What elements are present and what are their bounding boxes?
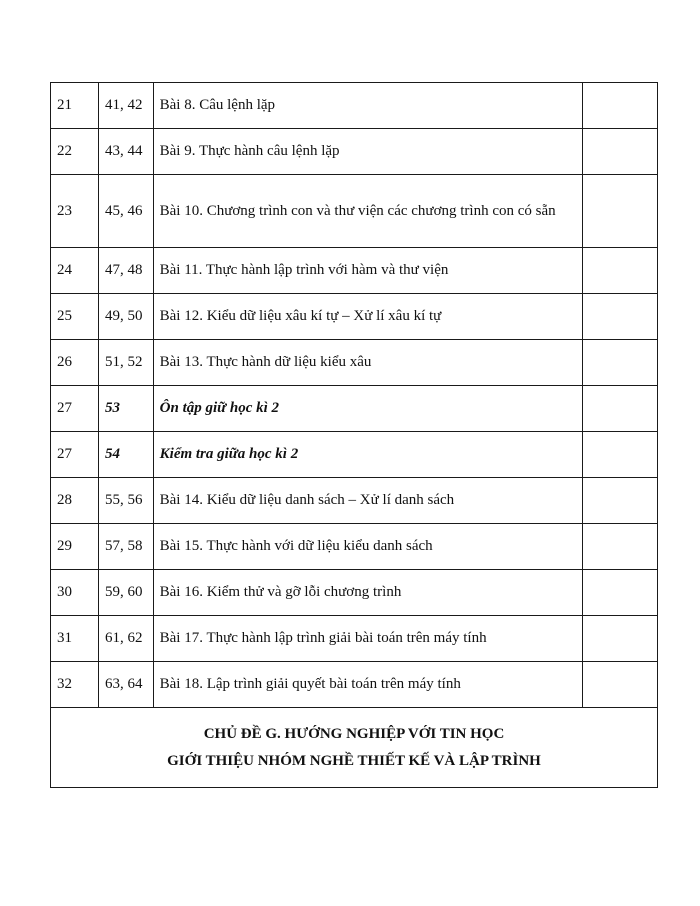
note-cell xyxy=(583,129,658,175)
lesson-title-cell: Ôn tập giữ học kì 2 xyxy=(153,386,583,432)
week-cell: 27 xyxy=(51,432,99,478)
week-cell: 28 xyxy=(51,478,99,524)
week-cell: 30 xyxy=(51,570,99,616)
week-cell: 24 xyxy=(51,248,99,294)
table-row xyxy=(51,340,658,386)
lesson-title-cell: Kiểm tra giữa học kì 2 xyxy=(153,432,583,478)
lesson-title-cell: Bài 17. Thực hành lập trình giải bài toán trên máy tính xyxy=(153,616,583,662)
lesson-plan-table xyxy=(50,82,658,788)
table-row xyxy=(51,294,658,340)
lesson-title-cell: Bài 12. Kiểu dữ liệu xâu kí tự – Xử lí xâu kí tự xyxy=(153,294,583,340)
lesson-title-cell: Bài 9. Thực hành câu lệnh lặp xyxy=(153,129,583,175)
note-cell xyxy=(583,340,658,386)
periods-cell: 43, 44 xyxy=(98,129,153,175)
note-cell xyxy=(583,478,658,524)
table-row xyxy=(51,175,658,248)
lesson-title-cell: Bài 16. Kiểm thử và gỡ lỗi chương trình xyxy=(153,570,583,616)
lesson-title-cell: Bài 10. Chương trình con và thư viện các chương trình con có sẵn xyxy=(153,175,583,248)
periods-cell: 61, 62 xyxy=(98,616,153,662)
periods-cell: 47, 48 xyxy=(98,248,153,294)
periods-cell: 55, 56 xyxy=(98,478,153,524)
periods-cell: 57, 58 xyxy=(98,524,153,570)
table-row xyxy=(51,662,658,708)
note-cell xyxy=(583,432,658,478)
lesson-title-cell: Bài 18. Lập trình giải quyết bài toán trên máy tính xyxy=(153,662,583,708)
periods-cell: 53 xyxy=(98,386,153,432)
topic-subtitle: GIỚI THIỆU NHÓM NGHỀ THIẾT KẾ VÀ LẬP TRÌNH xyxy=(167,752,541,769)
week-cell: 26 xyxy=(51,340,99,386)
topic-heading-cell xyxy=(51,708,658,788)
lesson-title-cell: Bài 11. Thực hành lập trình với hàm và thư viện xyxy=(153,248,583,294)
table-row xyxy=(51,524,658,570)
week-cell: 23 xyxy=(51,175,99,248)
lesson-title-cell: Bài 13. Thực hành dữ liệu kiểu xâu xyxy=(153,340,583,386)
note-cell xyxy=(583,570,658,616)
periods-cell: 51, 52 xyxy=(98,340,153,386)
note-cell xyxy=(583,616,658,662)
week-cell: 21 xyxy=(51,83,99,129)
note-cell xyxy=(583,662,658,708)
topic-title: CHỦ ĐỀ G. HƯỚNG NGHIỆP VỚI TIN HỌC xyxy=(203,725,505,742)
table-row xyxy=(51,248,658,294)
periods-cell: 45, 46 xyxy=(98,175,153,248)
note-cell xyxy=(583,294,658,340)
periods-cell: 54 xyxy=(98,432,153,478)
note-cell xyxy=(583,386,658,432)
week-cell: 22 xyxy=(51,129,99,175)
note-cell xyxy=(583,248,658,294)
periods-cell: 41, 42 xyxy=(98,83,153,129)
week-cell: 29 xyxy=(51,524,99,570)
note-cell xyxy=(583,83,658,129)
table-row xyxy=(51,386,658,432)
lesson-title-cell: Bài 14. Kiểu dữ liệu danh sách – Xử lí danh sách xyxy=(153,478,583,524)
table-row xyxy=(51,478,658,524)
table-row xyxy=(51,129,658,175)
periods-cell: 59, 60 xyxy=(98,570,153,616)
table-row xyxy=(51,570,658,616)
table-row xyxy=(51,83,658,129)
week-cell: 31 xyxy=(51,616,99,662)
week-cell: 32 xyxy=(51,662,99,708)
periods-cell: 63, 64 xyxy=(98,662,153,708)
topic-heading-row xyxy=(51,708,658,788)
note-cell xyxy=(583,175,658,248)
lesson-title-cell: Bài 15. Thực hành với dữ liệu kiểu danh sách xyxy=(153,524,583,570)
lesson-title-cell: Bài 8. Câu lệnh lặp xyxy=(153,83,583,129)
table-row xyxy=(51,616,658,662)
table-row xyxy=(51,432,658,478)
week-cell: 27 xyxy=(51,386,99,432)
note-cell xyxy=(583,524,658,570)
week-cell: 25 xyxy=(51,294,99,340)
periods-cell: 49, 50 xyxy=(98,294,153,340)
